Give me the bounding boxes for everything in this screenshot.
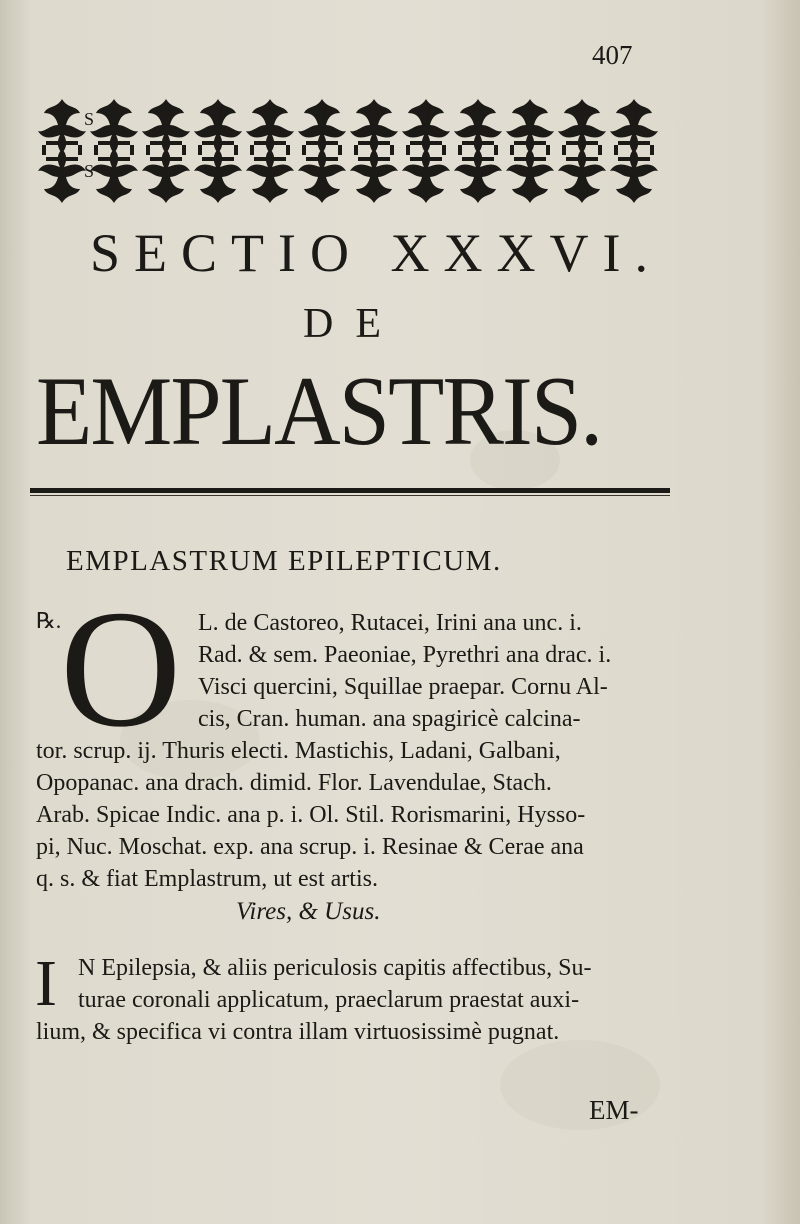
recipe-line: Arab. Spicae Indic. ana p. i. Ol. Stil. Rorismarini, Hysso- — [36, 802, 586, 828]
body-line: turae coronali applicatum, praeclarum praestat auxi- — [78, 987, 580, 1013]
recipe-line: Visci quercini, Squillae praepar. Cornu Al- — [198, 674, 608, 700]
page-number: 407 — [592, 40, 633, 70]
svg-text:S: S — [84, 161, 95, 181]
recipe-line: L. de Castoreo, Rutacei, Irini ana unc. i. — [198, 610, 582, 636]
body-initial: I — [35, 947, 57, 1020]
recipe-line: q. s. & fiat Emplastrum, ut est artis. — [36, 866, 378, 892]
body-line: lium, & specifica vi contra illam virtuosissimè pugnat. — [36, 1019, 560, 1045]
recipe-line: Opopanac. ana drach. dimid. Flor. Lavendulae, Stach. — [36, 770, 552, 796]
drop-cap: O — [60, 576, 182, 762]
recipe-line: tor. scrup. ij. Thuris electi. Mastichis, Ladani, Galbani, — [36, 738, 561, 764]
title-rule-thin — [30, 495, 670, 496]
vires-heading: Vires, & Usus. — [236, 898, 381, 925]
section-heading: SECTIO XXXVI. — [90, 223, 662, 283]
title-rule — [30, 488, 670, 493]
svg-text:S: S — [84, 109, 95, 129]
recipe-title: EMPLASTRUM EPILEPTICUM. — [66, 545, 502, 577]
catchword: EM- — [589, 1095, 639, 1125]
de-word: DE — [303, 301, 403, 347]
main-title: EMPLASTRIS. — [36, 357, 602, 466]
ornamental-headpiece — [36, 95, 670, 205]
recipe-line: pi, Nuc. Moschat. exp. ana scrup. i. Resinae & Cerae ana — [36, 834, 584, 860]
recipe-line: cis, Cran. human. ana spagiricè calcina- — [198, 706, 581, 732]
recipe-symbol: ℞. — [36, 608, 62, 633]
recipe-line: Rad. & sem. Paeoniae, Pyrethri ana drac. i. — [198, 642, 612, 668]
body-line: N Epilepsia, & aliis periculosis capitis affectibus, Su- — [78, 955, 592, 981]
